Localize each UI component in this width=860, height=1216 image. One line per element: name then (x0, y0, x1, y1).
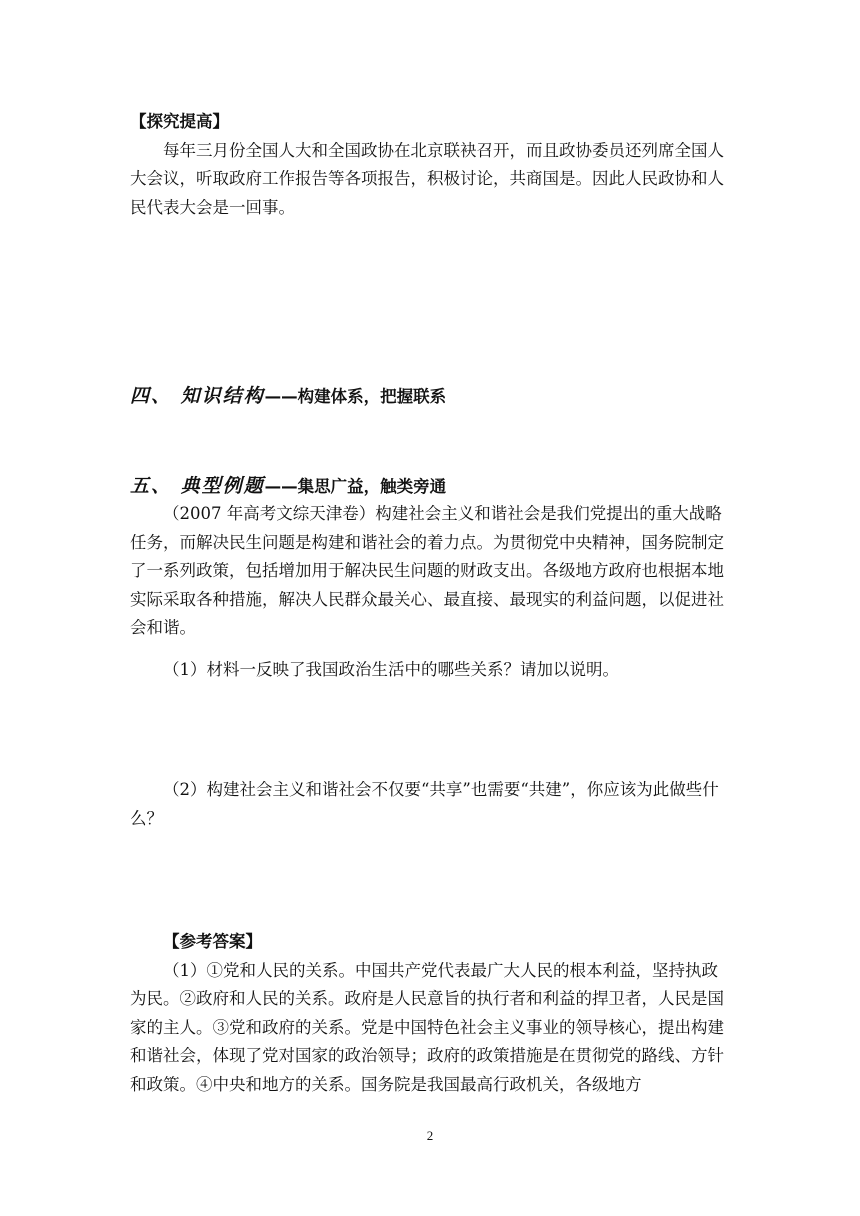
section-4-label: 四、 知识结构 (130, 385, 265, 407)
section-5-heading (130, 472, 730, 501)
answer-title: 【参考答案】 (163, 932, 262, 951)
page-number: 2 (426, 1128, 434, 1143)
explore-title: 【探究提高】 (130, 112, 229, 131)
question-2-text: （2）构建社会主义和谐社会不仅要“共享”也需要“共建”，你应该为此做些什么？ (130, 780, 719, 828)
section-4-heading (130, 382, 730, 411)
question-1-text: （1）材料一反映了我国政治生活中的哪些关系？请加以说明。 (163, 660, 619, 679)
example-material (130, 500, 730, 643)
section-4-subtitle: ——构建体系，把握联系 (264, 387, 447, 406)
section-5-subtitle: ——集思广益，触类旁通 (264, 477, 447, 496)
explore-section (130, 108, 730, 222)
answer-text: （1）①党和人民的关系。中国共产党代表最广大人民的根本利益，坚持执政为民。②政府和人民的关系。政府是人民意旨的执行者和利益的捍卫者，人民是国家的主人。③党和政府的关系。党是中国特色社会主义事业的领导核心，提出构建和谐社会，体现了党对国家的政治领导；政府的政策措施是在贯彻党的路线、方针和政策。④中央和地方的关系。国务院是我国最高行政机关，各级地方 (130, 960, 724, 1094)
section-5-label: 五、 典型例题 (130, 475, 265, 497)
explore-text: 每年三月份全国人大和全国政协在北京联袂召开，而且政协委员还列席全国人大会议，听取政府工作报告等各项报告，积极讨论，共商国是。因此人民政协和人民代表大会是一回事。 (130, 140, 724, 217)
question-2 (130, 776, 730, 833)
material-text: （2007 年高考文综天津卷）构建社会主义和谐社会是我们党提出的重大战略任务，而解决民生问题是构建和谐社会的着力点。为贯彻党中央精神，国务院制定了一系列政策，包括增加用于解决民生问题的财政支出。各级地方政府也根据本地实际采取各种措施，解决人民群众最关心、最直接、最现实的利益问题，以促进社会和谐。 (130, 504, 724, 637)
answer-section (130, 928, 730, 1099)
question-1 (130, 656, 730, 685)
